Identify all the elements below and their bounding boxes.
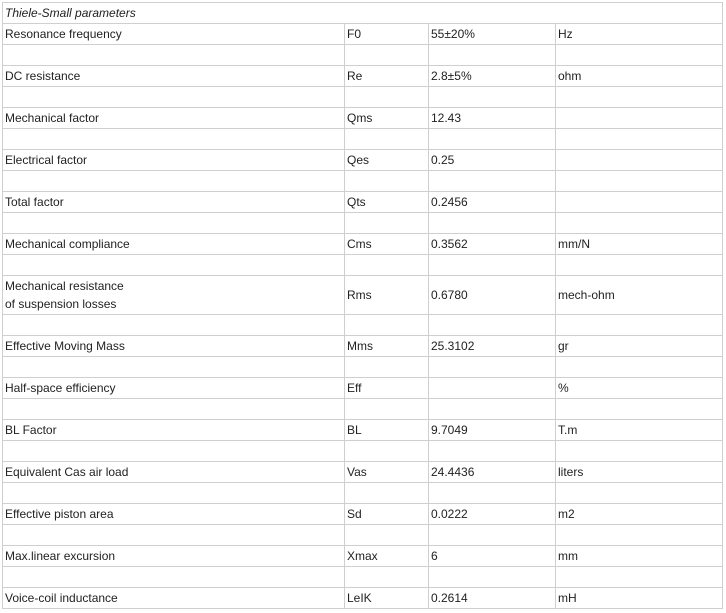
table-title: Thiele-Small parameters <box>3 3 723 24</box>
param-unit: m2 <box>556 504 723 525</box>
param-unit: % <box>556 378 723 399</box>
spacer-row <box>3 315 723 336</box>
param-unit <box>556 108 723 129</box>
param-value: 6 <box>429 546 556 567</box>
param-label: Max.linear excursion <box>3 546 345 567</box>
param-symbol: Xmax <box>345 546 429 567</box>
param-value <box>429 378 556 399</box>
table-row <box>3 276 723 315</box>
spacer-row <box>3 129 723 150</box>
param-value: 0.2614 <box>429 588 556 609</box>
spacer-row <box>3 525 723 546</box>
spacer-row <box>3 45 723 66</box>
param-value: 12.43 <box>429 108 556 129</box>
param-label: Resonance frequency <box>3 24 345 45</box>
param-label-line-2: of suspension losses <box>5 297 117 311</box>
param-symbol: Eff <box>345 378 429 399</box>
param-unit: ohm <box>556 66 723 87</box>
param-label: Effective piston area <box>3 504 345 525</box>
param-value: 2.8±5% <box>429 66 556 87</box>
spacer-row <box>3 567 723 588</box>
spacer-row <box>3 441 723 462</box>
param-label: Voice-coil inductance <box>3 588 345 609</box>
param-symbol: BL <box>345 420 429 441</box>
param-label: Effective Moving Mass <box>3 336 345 357</box>
param-unit: T.m <box>556 420 723 441</box>
param-value: 0.0222 <box>429 504 556 525</box>
param-symbol: Rms <box>345 276 429 315</box>
param-label: Total factor <box>3 192 345 213</box>
param-label <box>3 276 345 315</box>
table-row <box>3 336 723 357</box>
param-unit: mH <box>556 588 723 609</box>
table-row <box>3 588 723 609</box>
param-label-line-1: Mechanical resistance <box>5 279 124 293</box>
thiele-small-table <box>2 2 723 609</box>
param-value: 9.7049 <box>429 420 556 441</box>
param-value: 24.4436 <box>429 462 556 483</box>
param-symbol: Mms <box>345 336 429 357</box>
param-value: 25.3102 <box>429 336 556 357</box>
param-unit <box>556 192 723 213</box>
param-symbol: Sd <box>345 504 429 525</box>
param-label: BL Factor <box>3 420 345 441</box>
param-symbol: Qes <box>345 150 429 171</box>
param-unit: Hz <box>556 24 723 45</box>
spacer-row <box>3 357 723 378</box>
param-unit: mm <box>556 546 723 567</box>
param-symbol: LeIK <box>345 588 429 609</box>
table-row <box>3 150 723 171</box>
param-unit: liters <box>556 462 723 483</box>
param-unit: gr <box>556 336 723 357</box>
param-symbol: Re <box>345 66 429 87</box>
param-symbol: F0 <box>345 24 429 45</box>
param-unit: mm/N <box>556 234 723 255</box>
param-symbol: Vas <box>345 462 429 483</box>
table-row <box>3 504 723 525</box>
spacer-row <box>3 483 723 504</box>
param-unit: mech-ohm <box>556 276 723 315</box>
param-label: Mechanical compliance <box>3 234 345 255</box>
param-label: Mechanical factor <box>3 108 345 129</box>
table-row <box>3 192 723 213</box>
table-row <box>3 108 723 129</box>
param-symbol: Qts <box>345 192 429 213</box>
table-row <box>3 234 723 255</box>
table-row <box>3 462 723 483</box>
param-label: DC resistance <box>3 66 345 87</box>
param-label: Electrical factor <box>3 150 345 171</box>
table-row <box>3 546 723 567</box>
param-label: Equivalent Cas air load <box>3 462 345 483</box>
param-symbol: Qms <box>345 108 429 129</box>
spacer-row <box>3 255 723 276</box>
table-title-row <box>3 3 723 24</box>
param-unit <box>556 150 723 171</box>
spacer-row <box>3 171 723 192</box>
table-row <box>3 420 723 441</box>
table-row <box>3 24 723 45</box>
param-value: 0.2456 <box>429 192 556 213</box>
param-symbol: Cms <box>345 234 429 255</box>
param-value: 0.6780 <box>429 276 556 315</box>
param-value: 0.25 <box>429 150 556 171</box>
table-row <box>3 378 723 399</box>
param-value: 55±20% <box>429 24 556 45</box>
param-label: Half-space efficiency <box>3 378 345 399</box>
spacer-row <box>3 399 723 420</box>
table-row <box>3 66 723 87</box>
spacer-row <box>3 87 723 108</box>
spacer-row <box>3 213 723 234</box>
param-value: 0.3562 <box>429 234 556 255</box>
